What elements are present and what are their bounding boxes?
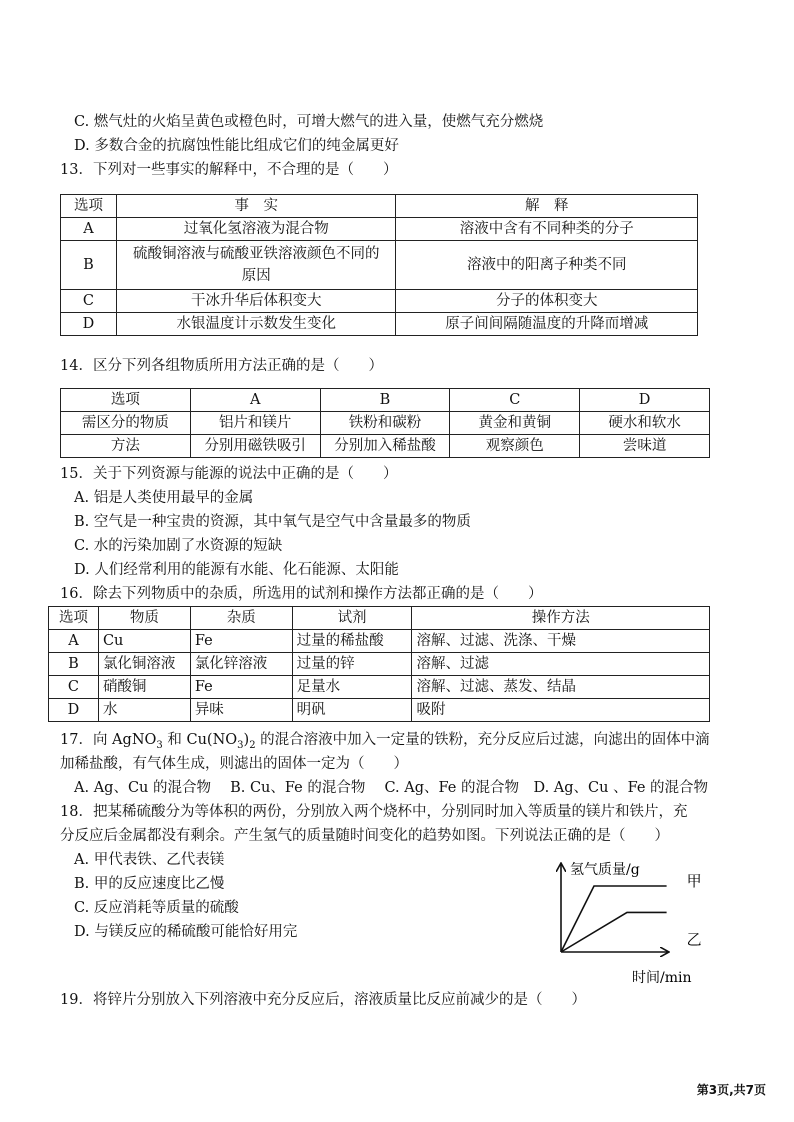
table-header-cell: 物质 xyxy=(98,607,190,630)
table-row xyxy=(61,290,698,313)
table-row xyxy=(49,676,710,699)
table-cell: 原子间间隔随温度的升降而增减 xyxy=(396,313,698,336)
q18-stem-line2: 分反应后金属都没有剩余。产生氢气的质量随时间变化的趋势如图。下列说法正确的是（ ） xyxy=(60,828,669,844)
table-cell: 氯化铜溶液 xyxy=(98,653,190,676)
q12-option-d: D. 多数合金的抗腐蚀性能比组成它们的纯金属更好 xyxy=(74,138,399,154)
q15-option-d: D. 人们经常利用的能源有水能、化石能源、太阳能 xyxy=(74,562,399,578)
table-cell: C xyxy=(49,676,99,699)
table-cell: 溶液中含有不同种类的分子 xyxy=(396,218,698,241)
table-header-cell: 杂质 xyxy=(190,607,292,630)
table-cell: 溶解、过滤、洗涤、干燥 xyxy=(412,630,710,653)
table-header-cell: 选项 xyxy=(49,607,99,630)
table-cell: 水银温度计示数发生变化 xyxy=(116,313,396,336)
q18-option-a: A. 甲代表铁、乙代表镁 xyxy=(74,852,225,868)
table-header-cell: C xyxy=(450,389,580,412)
series-label-jia: 甲 xyxy=(686,872,702,890)
table-row xyxy=(49,630,710,653)
table-row xyxy=(61,435,710,458)
table-cell: 尝味道 xyxy=(580,435,710,458)
q14-table xyxy=(60,388,710,458)
q18-option-c: C. 反应消耗等质量的硫酸 xyxy=(74,900,239,916)
q18-option-b: B. 甲的反应速度比乙慢 xyxy=(74,876,225,892)
table-header-cell: 事 实 xyxy=(116,195,396,218)
table-row xyxy=(49,699,710,722)
table-cell: C xyxy=(61,290,117,313)
table-row xyxy=(49,653,710,676)
q15-option-c: C. 水的污染加剧了水资源的短缺 xyxy=(74,538,283,554)
table-cell: 分别用磁铁吸引 xyxy=(190,435,320,458)
q19-stem: 19．将锌片分别放入下列溶液中充分反应后，溶液质量比反应前减少的是（ ） xyxy=(60,992,586,1008)
table-cell: 需区分的物质 xyxy=(61,412,191,435)
table-cell: A xyxy=(61,218,117,241)
q15-option-b: B. 空气是一种宝贵的资源，其中氧气是空气中含量最多的物质 xyxy=(74,514,471,530)
table-cell: 溶解、过滤、蒸发、结晶 xyxy=(412,676,710,699)
table-header-cell: A xyxy=(190,389,320,412)
table-cell: Fe xyxy=(190,676,292,699)
table-cell: 硬水和软水 xyxy=(580,412,710,435)
table-cell: 过量的稀盐酸 xyxy=(292,630,412,653)
q14-stem: 14．区分下列各组物质所用方法正确的是（ ） xyxy=(60,358,383,374)
table-cell: 过量的锌 xyxy=(292,653,412,676)
table-cell: 异味 xyxy=(190,699,292,722)
q13-stem: 13．下列对一些事实的解释中，不合理的是（ ） xyxy=(60,162,398,178)
table-cell: 溶解、过滤 xyxy=(412,653,710,676)
hydrogen-mass-chart xyxy=(540,850,730,990)
table-cell: B xyxy=(61,241,117,290)
table-row xyxy=(61,241,698,290)
table-cell: D xyxy=(49,699,99,722)
table-cell: 硝酸铜 xyxy=(98,676,190,699)
table-cell: 溶液中的阳离子种类不同 xyxy=(396,241,698,290)
table-cell: 过氧化氢溶液为混合物 xyxy=(116,218,396,241)
page-number: 第3页,共7页 xyxy=(696,1083,766,1097)
q17-stem: 17．向 AgNO$_3$ 和 $Cu(NO_3)_2$ 的混合溶液中加入一定量的铁粉，充分反应后过滤，向滤出的固体中滴 xyxy=(60,732,710,751)
table-row xyxy=(61,412,710,435)
table-cell: Cu xyxy=(98,630,190,653)
table-header-cell: 解 释 xyxy=(396,195,698,218)
table-cell: Fe xyxy=(190,630,292,653)
table-header-cell: 选项 xyxy=(61,389,191,412)
q18-option-d: D. 与镁反应的稀硫酸可能恰好用完 xyxy=(74,924,298,940)
q13-table xyxy=(60,194,698,336)
table-cell: D xyxy=(61,313,117,336)
table-cell: B xyxy=(49,653,99,676)
q16-stem: 16．除去下列物质中的杂质，所选用的试剂和操作方法都正确的是（ ） xyxy=(60,586,543,602)
table-cell: 干冰升华后体积变大 xyxy=(116,290,396,313)
table-cell: 分子的体积变大 xyxy=(396,290,698,313)
q15-stem: 15．关于下列资源与能源的说法中正确的是（ ） xyxy=(60,466,398,482)
table-row xyxy=(49,607,710,630)
x-axis-label: 时间/min xyxy=(632,970,692,986)
table-cell: 铝片和镁片 xyxy=(190,412,320,435)
table-header-cell: 操作方法 xyxy=(412,607,710,630)
table-cell: 方法 xyxy=(61,435,191,458)
table-cell: 黄金和黄铜 xyxy=(450,412,580,435)
q16-table xyxy=(48,606,710,722)
q12-option-c: C. 燃气灶的火焰呈黄色或橙色时，可增大燃气的进入量，使燃气充分燃烧 xyxy=(74,114,544,130)
series-line-yi xyxy=(561,912,667,952)
table-row xyxy=(61,218,698,241)
y-axis-label: 氢气质量/g xyxy=(570,862,640,878)
table-cell: 观察颜色 xyxy=(450,435,580,458)
series-label-yi: 乙 xyxy=(686,930,702,949)
table-row xyxy=(61,389,710,412)
q15-option-a: A. 铝是人类使用最早的金属 xyxy=(74,490,254,506)
table-cell: 明矾 xyxy=(292,699,412,722)
table-cell: 硫酸铜溶液与硫酸亚铁溶液颜色不同的原因 xyxy=(116,241,396,290)
table-header-cell: 试剂 xyxy=(292,607,412,630)
table-cell: 吸附 xyxy=(412,699,710,722)
q18-stem: 18．把某稀硫酸分为等体积的两份，分别放入两个烧杯中，分别同时加入等质量的镁片和铁片，充 xyxy=(60,804,688,820)
table-cell: 水 xyxy=(98,699,190,722)
table-header-cell: D xyxy=(580,389,710,412)
table-header-cell: B xyxy=(320,389,450,412)
table-cell: 氯化锌溶液 xyxy=(190,653,292,676)
table-row xyxy=(61,195,698,218)
table-cell: 足量水 xyxy=(292,676,412,699)
table-cell: 分别加入稀盐酸 xyxy=(320,435,450,458)
table-cell: 铁粉和碳粉 xyxy=(320,412,450,435)
q17-stem-line2: 加稀盐酸，有气体生成，则滤出的固体一定为（ ） xyxy=(60,756,408,772)
q17-options: A. Ag、Cu 的混合物 B. Cu、Fe 的混合物 C. Ag、Fe 的混合物 D. Ag、Cu 、Fe 的混合物 xyxy=(74,780,709,796)
table-row xyxy=(61,313,698,336)
table-cell: A xyxy=(49,630,99,653)
table-header-cell: 选项 xyxy=(61,195,117,218)
